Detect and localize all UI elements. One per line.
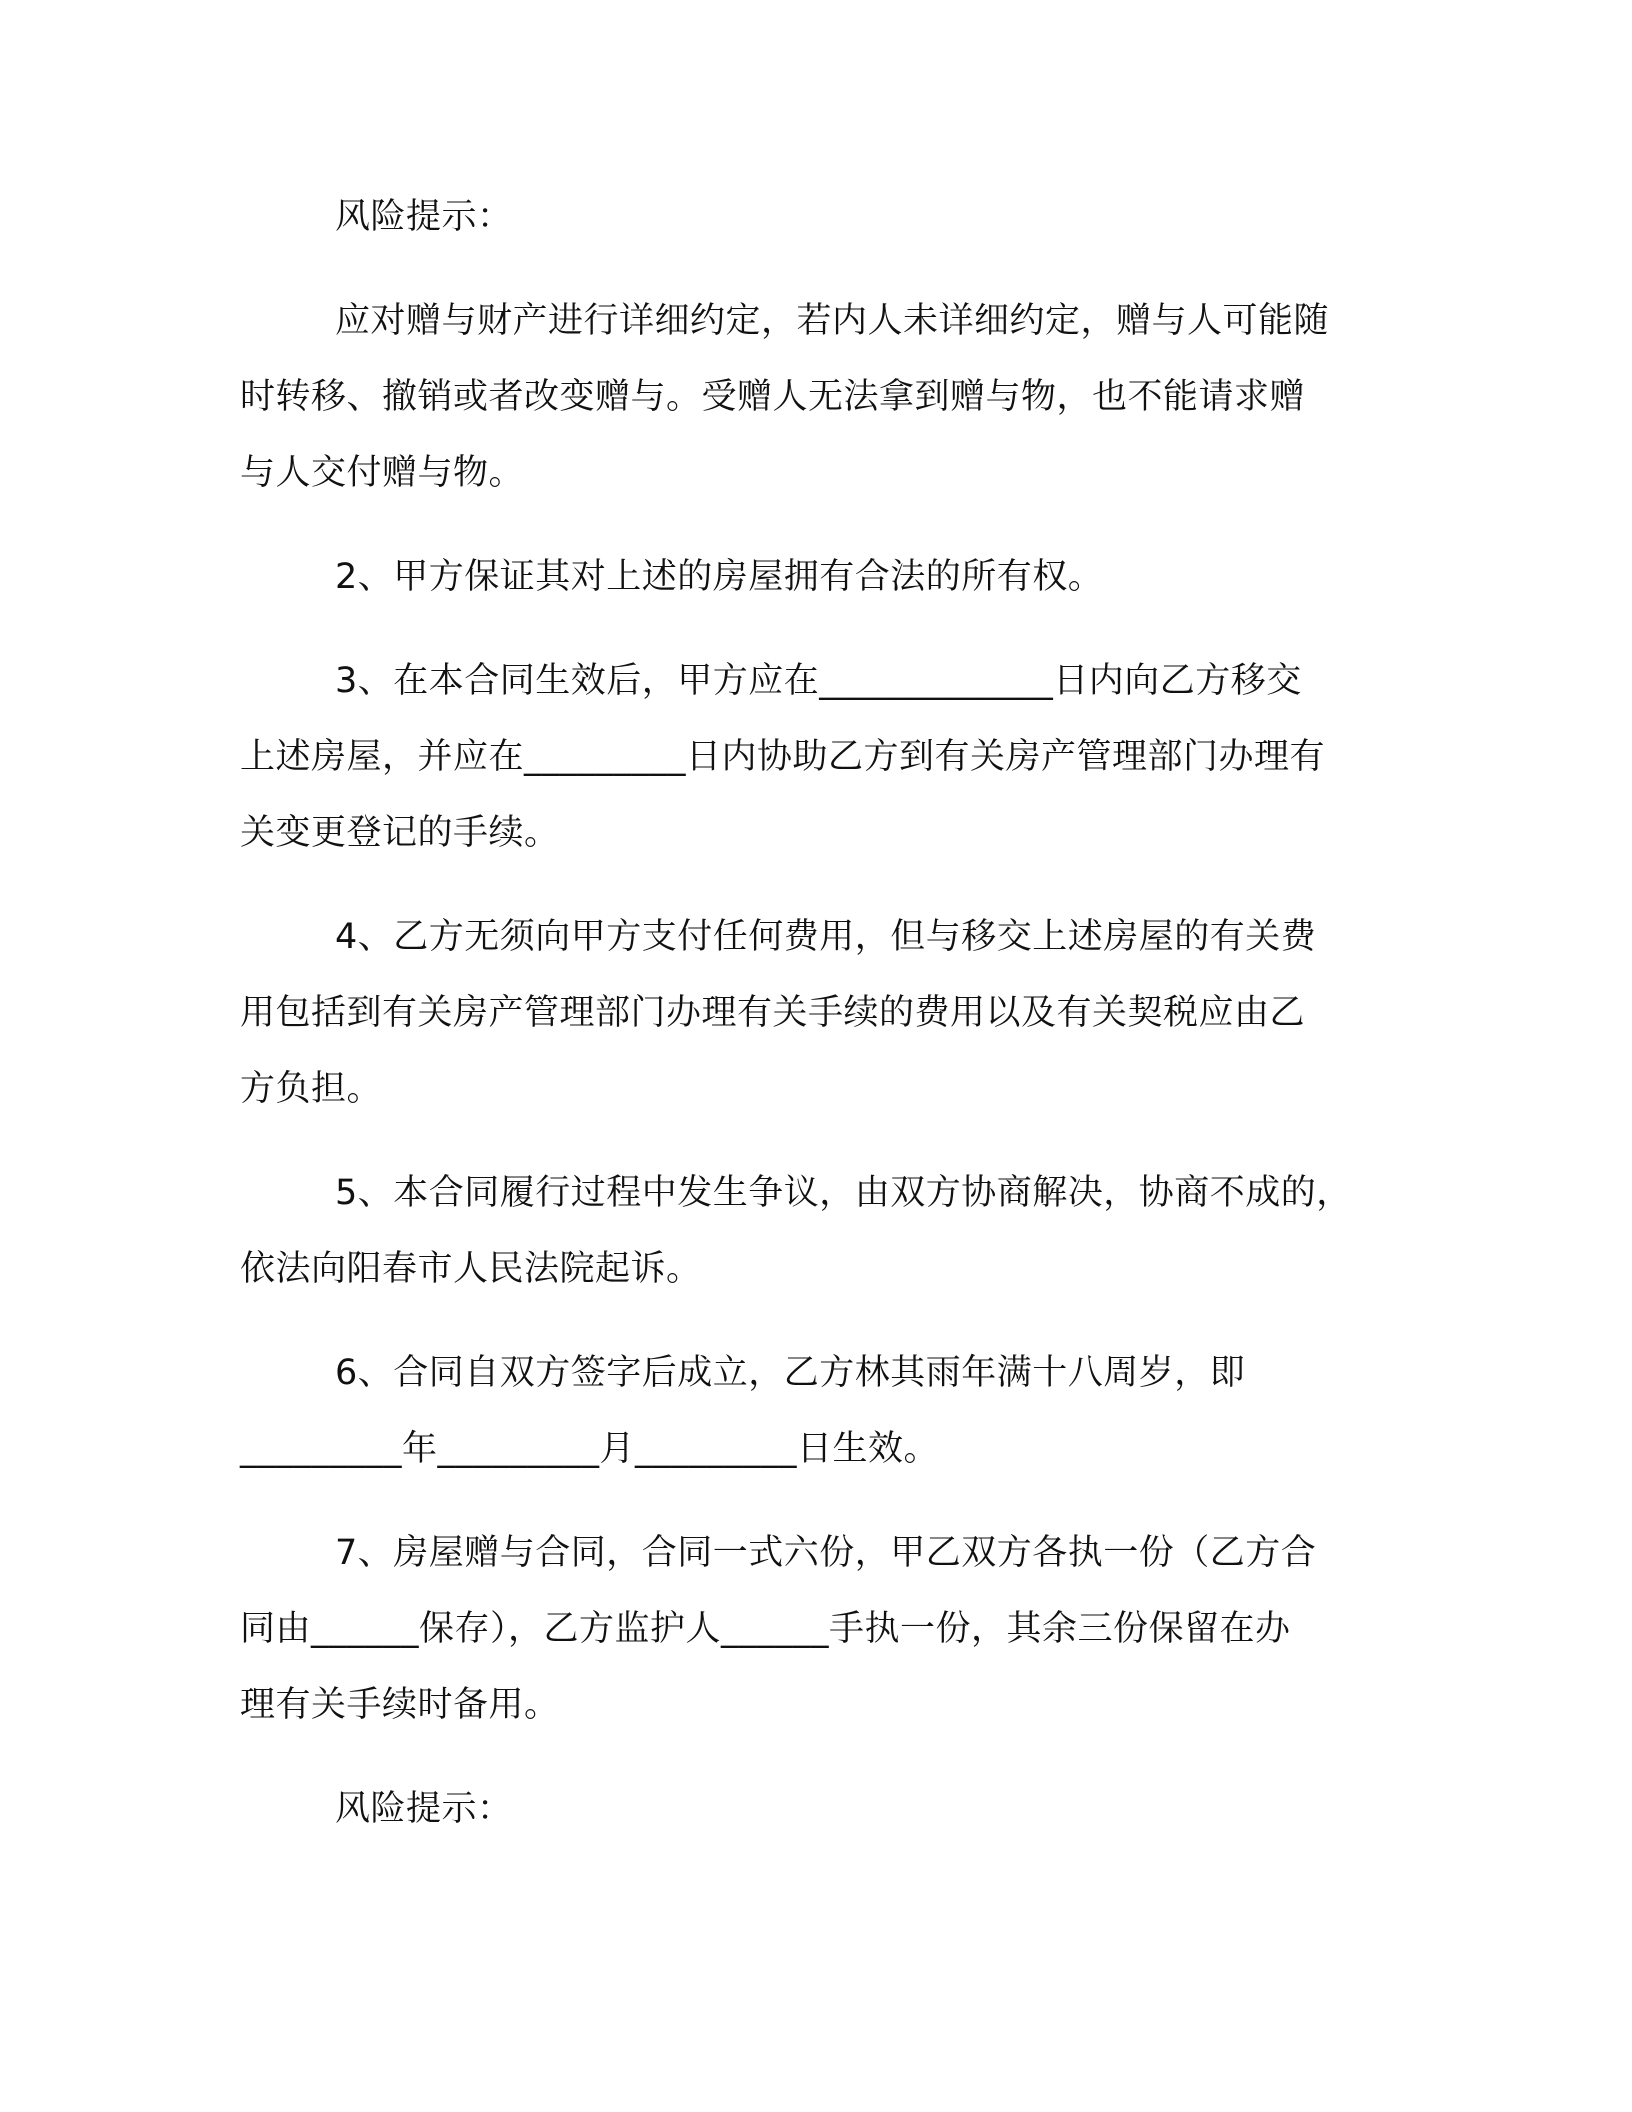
risk-heading-1: 风险提示： [335,197,513,237]
clause-4-line-2: 用包括到有关房产管理部门办理有关手续的费用以及有关契税应由乙 [240,993,1306,1033]
clause-6-line-2: _________年_________月_________日生效。 [240,1429,940,1469]
clause-7-line-2: 同由______保存），乙方监护人______手执一份，其余三份保留在办 [240,1609,1291,1649]
clause-5-line-1: 5、本合同履行过程中发生争议，由双方协商解决，协商不成的， [335,1173,1352,1213]
risk-paragraph-line-3: 与人交付赠与物。 [240,453,525,493]
risk-paragraph-line-2: 时转移、撤销或者改变赠与。受赠人无法拿到赠与物，也不能请求赠 [240,377,1306,417]
clause-2-line-1: 2、甲方保证其对上述的房屋拥有合法的所有权。 [335,557,1104,597]
clause-4-line-3: 方负担。 [240,1069,383,1109]
clause-7-line-3: 理有关手续时备用。 [240,1685,560,1725]
clause-5-line-2: 依法向阳春市人民法院起诉。 [240,1249,702,1289]
clause-7-line-1: 7、房屋赠与合同，合同一式六份，甲乙双方各执一份（乙方合 [335,1533,1317,1573]
risk-heading-2: 风险提示： [335,1789,513,1829]
clause-6-line-1: 6、合同自双方签字后成立，乙方林其雨年满十八周岁，即 [335,1353,1246,1393]
clause-3-line-1: 3、在本合同生效后，甲方应在_____________日内向乙方移交 [335,661,1302,701]
clause-4-line-1: 4、乙方无须向甲方支付任何费用，但与移交上述房屋的有关费 [335,917,1317,957]
risk-paragraph-line-1: 应对赠与财产进行详细约定，若内人未详细约定，赠与人可能随 [335,301,1330,341]
clause-3-line-2: 上述房屋，并应在_________日内协助乙方到有关房产管理部门办理有 [240,737,1326,777]
clause-3-line-3: 关变更登记的手续。 [240,813,560,853]
